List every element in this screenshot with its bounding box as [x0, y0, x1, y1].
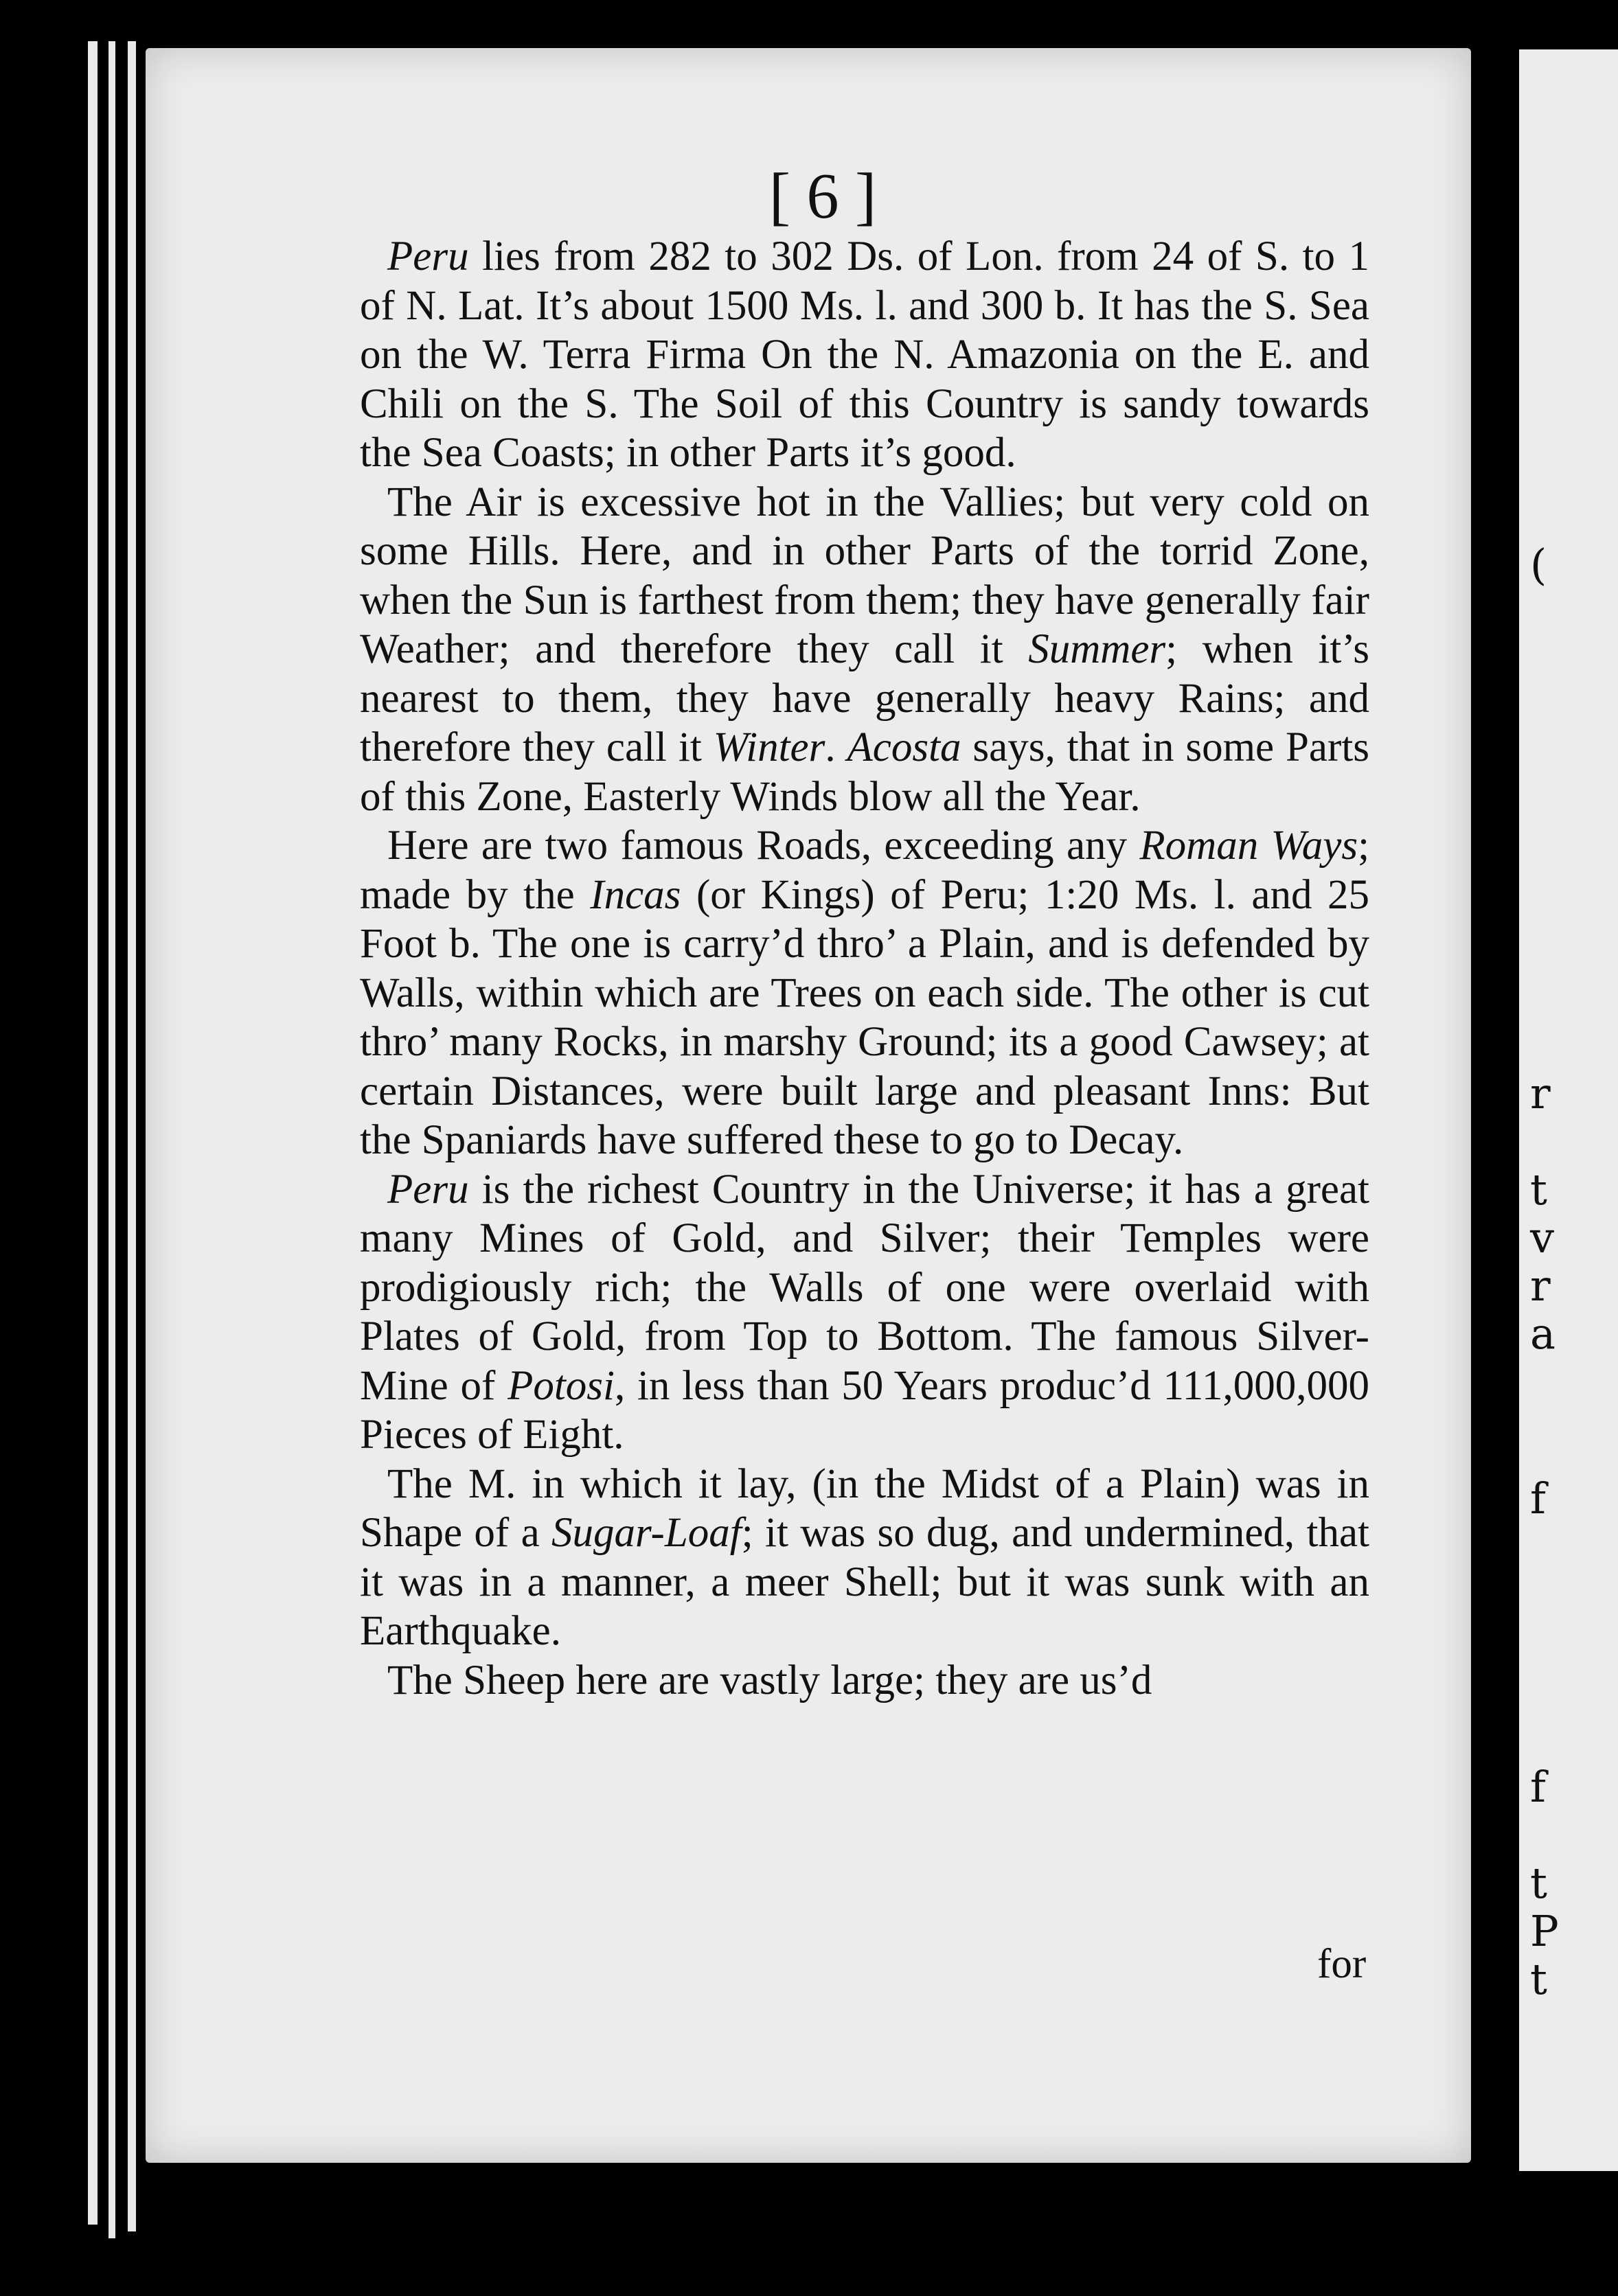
adjacent-page-fragment: P: [1530, 1906, 1559, 1956]
paragraph: [360, 1165, 1369, 1460]
paragraph: [360, 1656, 1369, 1706]
text-run: (or Kings) of Peru; 1:20 Ms. l. and 25 Foot b. The one is carry’d thro’ a Plain, and is defended by Walls, within which are Trees on each side. The other is cut thro’ many Rocks, in marshy Ground; its a good Cawsey; at certain Distances, were built large and pleasant Inns: But the Spaniards have suffered these to go to Decay.: [360, 871, 1370, 1163]
page-number: [ 6 ]: [768, 161, 877, 232]
adjacent-page-fragment: r: [1530, 1261, 1551, 1311]
adjacent-page-fragment: t: [1530, 1954, 1547, 2004]
italic-text-run: Peru: [387, 1166, 469, 1213]
adjacent-page-edge: [1519, 49, 1618, 2171]
italic-text-run: Potosi: [508, 1362, 615, 1409]
italic-text-run: Acosta: [847, 724, 961, 770]
text-run: , in less than 50 Years produc’d 111,000,000 Pieces of Eight.: [360, 1362, 1370, 1458]
paragraph: [360, 821, 1369, 1165]
text-run: .: [825, 724, 847, 770]
paragraph: [360, 232, 1369, 478]
adjacent-page-fragment: a: [1530, 1309, 1556, 1359]
adjacent-page-fragment: v: [1530, 1213, 1555, 1263]
text-run: ; it was so dug, and undermined, that it was in a manner, a meer Shell; but it was sunk with an Earthquake.: [360, 1510, 1369, 1654]
italic-text-run: Sugar-Loaf: [551, 1510, 742, 1556]
text-run: says, that in some Parts of this Zone, Easterly Winds blow all the Year.: [360, 724, 1370, 820]
italic-text-run: Summer: [1028, 626, 1166, 672]
text-run: The M. in which it lay, (in the Midst of a Plain) was in Shape of a: [360, 1460, 1369, 1556]
adjacent-page-fragment: r: [1530, 1068, 1551, 1118]
paragraph: [360, 478, 1369, 822]
page-edge: [128, 41, 136, 2231]
italic-text-run: Peru: [387, 233, 469, 279]
body-text: [360, 232, 1369, 1705]
adjacent-page-fragment: f: [1530, 1762, 1546, 1812]
text-run: lies from 282 to 302 Ds. of Lon. from 24 of S. to 1 of N. Lat. It’s about 1500 Ms. l. and 300 b. It has the S. Sea on the W. Terra Firma On the N. Amazonia on the E. and Chili on the S. The Soil of this Country is sandy towards the Sea Coasts; in other Parts it’s good.: [360, 233, 1369, 476]
adjacent-page-fragment: t: [1530, 1858, 1547, 1908]
italic-text-run: Winter: [713, 724, 825, 770]
adjacent-page-fragment: (: [1530, 540, 1547, 590]
italic-text-run: Incas: [590, 871, 681, 918]
text-run: ; made by the: [360, 823, 1370, 918]
text-run: The Air is excessive hot in the Vallies; but very cold on some Hills. Here, and in other Parts of the torrid Zone, when the Sun is farthest from them; they have generally fair Weather; and therefore they call it: [360, 479, 1369, 672]
text-run: The Sheep here are vastly large; they are us’d: [387, 1657, 1152, 1703]
page-edge: [88, 41, 98, 2225]
catchword: for: [1317, 1941, 1367, 1987]
adjacent-page-fragment: t: [1530, 1164, 1547, 1215]
adjacent-page-fragment: f: [1530, 1473, 1546, 1524]
page-edge: [109, 41, 115, 2238]
text-run: ; when it’s nearest to them, they have generally heavy Rains; and therefore they call it: [360, 626, 1369, 770]
italic-text-run: Roman Ways: [1139, 823, 1358, 869]
text-run: is the richest Country in the Universe; it has a great many Mines of Gold, and Silver; their Temples were prodigiously rich; the Walls of one were overlaid with Plates of Gold, from Top to Bottom. The famous Silver-Mine of: [360, 1166, 1369, 1409]
text-run: Here are two famous Roads, exceeding any: [387, 823, 1140, 869]
paragraph: [360, 1460, 1369, 1656]
